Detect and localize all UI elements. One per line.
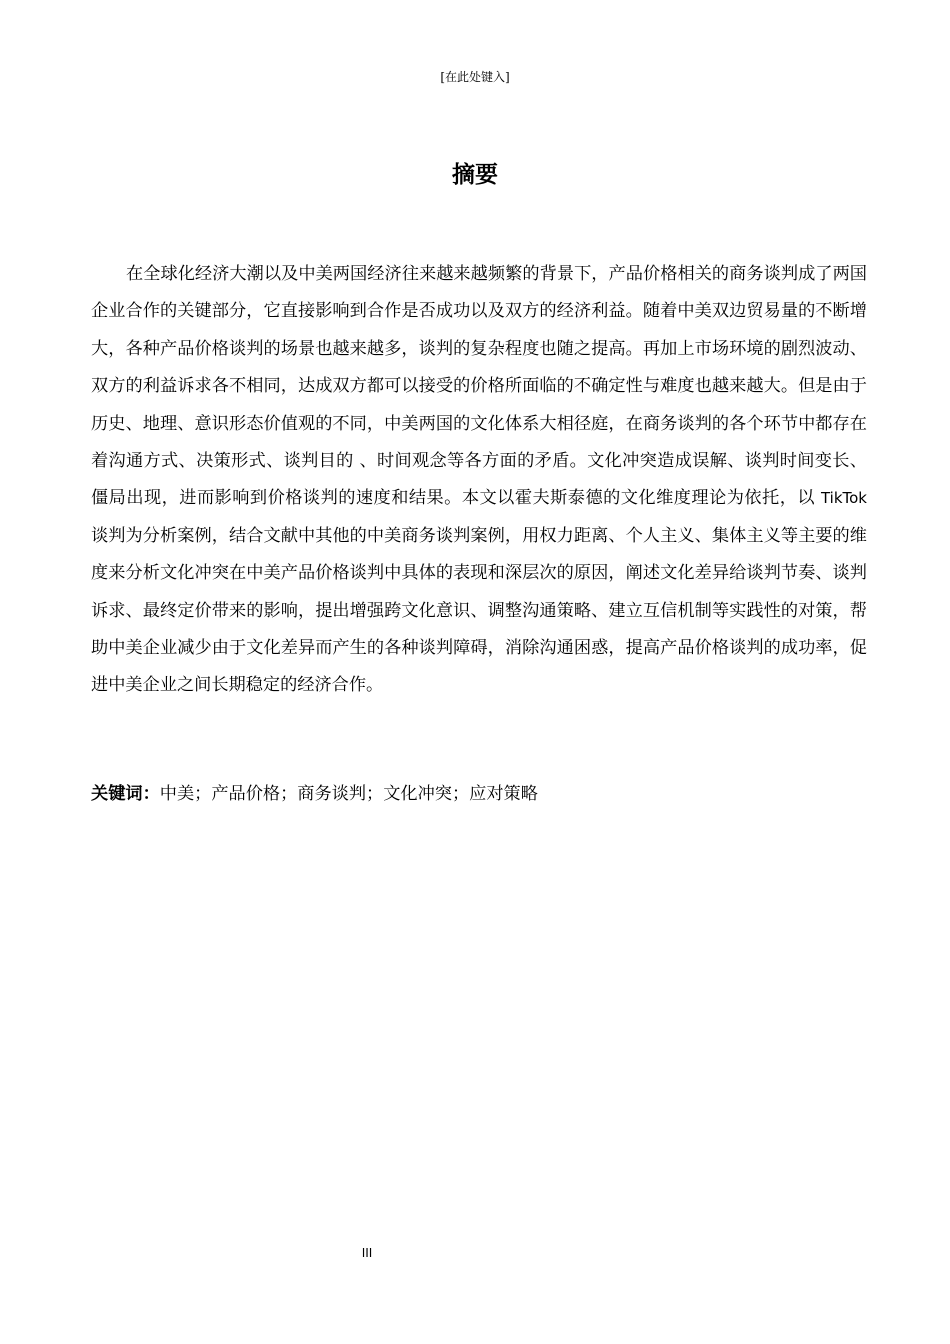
page-header: [在此处键入] [440,70,510,84]
keywords-line [91,776,867,813]
keywords-label: 关键词： [91,784,160,804]
abstract-text-part2: 谈判为分析案例，结合文献中其他的中美商务谈判案例，用权力距离、个人主义、集体主义等主要的维度来分析文化冲突在中美产品价格谈判中具体的表现和深层次的原因，阐述文化差异给谈判节奏、谈判诉求、最终定价带来的影响，提出增强跨文化意识、调整沟通策略、建立互信机制等实践性的对策，帮助中美企业减少由于文化差异而产生的各种谈判障碍，消除沟通困惑，提高产品价格谈判的成功率，促进中美企业之间长期稳定的经济合作。 [91,525,867,696]
abstract-latin-term: TikTok [820,489,867,508]
abstract-text-part1: 在全球化经济大潮以及中美两国经济往来越来越频繁的背景下，产品价格相关的商务谈判成了两国企业合作的关键部分，它直接影响到合作是否成功以及双方的经济利益。随着中美双边贸易量的不断增大，各种产品价格谈判的场景也越来越多，谈判的复杂程度也随之提高。再加上市场环境的剧烈波动、双方的利益诉求各不相同，达成双方都可以接受的价格所面临的不确定性与难度也越来越大。但是由于历史、地理、意识形态价值观的不同，中美两国的文化体系大相径庭，在商务谈判的各个环节中都存在着沟通方式、决策形式、谈判目的 、时间观念等各方面的矛盾。文化冲突造成误解、谈判时间变长、僵局出现，进而影响到价格谈判的速度和结果。本文以霍夫斯泰德的文化维度理论为依托，以 [91,264,867,509]
abstract-paragraph [91,256,867,705]
page-title: 摘要 [452,162,498,188]
page-number: III [361,1246,373,1260]
keywords-text: 中美；产品价格；商务谈判；文化冲突；应对策略 [159,784,538,804]
